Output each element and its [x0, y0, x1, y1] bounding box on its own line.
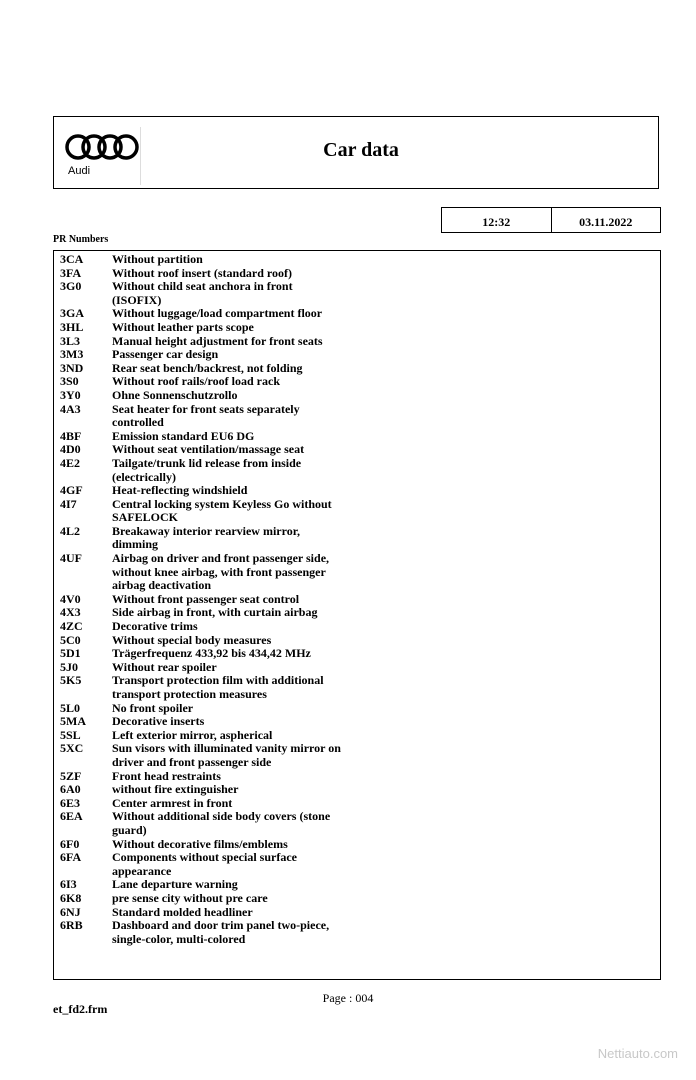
pr-code: 6FA [60, 850, 82, 865]
pr-code: 3ND [60, 360, 84, 375]
list-item [54, 878, 660, 892]
pr-code: 6F0 [60, 836, 80, 851]
pr-description: Dashboard and door trim panel two-piece, single-color, multi-colored [112, 918, 330, 946]
list-item [54, 783, 660, 797]
pr-code: 3FA [60, 265, 82, 280]
list-item [54, 797, 660, 811]
pr-code: 5L0 [60, 700, 81, 715]
pr-code: 4V0 [60, 591, 81, 606]
pr-description: Side airbag in front, with curtain airbag [112, 605, 318, 620]
list-item [54, 810, 660, 837]
pr-description: Standard molded headliner [112, 904, 253, 919]
time: 12:32 [482, 215, 511, 229]
form-name: et_fd2.frm [53, 1002, 108, 1016]
pr-code: 5MA [60, 714, 86, 729]
time-date-box [441, 207, 661, 233]
pr-code: 4D0 [60, 442, 81, 457]
pr-code: 3HL [60, 319, 84, 334]
pr-code: 4E2 [60, 455, 81, 470]
list-item [54, 647, 660, 661]
pr-code: 5XC [60, 741, 84, 756]
pr-description: Without additional side body covers (stone guard) [112, 809, 331, 837]
pr-code: 3M3 [60, 347, 84, 362]
pr-code: 4UF [60, 551, 82, 566]
pr-code: 6EA [60, 809, 83, 824]
list-item [54, 348, 660, 362]
list-item [54, 702, 660, 716]
pr-description: Breakaway interior rearview mirror, dimming [112, 523, 300, 552]
pr-description: Tailgate/trunk lid release from inside (electrically) [112, 455, 302, 484]
list-item [54, 593, 660, 607]
pr-description: Without child seat anchora in front (ISOFIX) [112, 279, 293, 307]
pr-code: 6E3 [60, 795, 81, 810]
pr-code: 4L2 [60, 523, 81, 538]
pr-code: 4X3 [60, 605, 81, 620]
pr-code: 3Y0 [60, 387, 81, 402]
list-item [54, 403, 660, 430]
pr-code: 6K8 [60, 890, 82, 905]
list-item [54, 498, 660, 525]
pr-description: Airbag on driver and front passenger side, without knee airbag, with front passenger airbag deactivation [112, 551, 330, 593]
header-box [53, 116, 659, 189]
pr-description: without fire extinguisher [112, 782, 239, 797]
pr-description: Without special body measures [112, 632, 272, 647]
pr-description: Front head restraints [112, 768, 221, 783]
pr-code: 5C0 [60, 632, 81, 647]
pr-code: 4A3 [60, 401, 81, 416]
list-item [54, 838, 660, 852]
pr-code: 3GA [60, 306, 84, 321]
pr-code: 3G0 [60, 279, 82, 294]
pr-code: 5ZF [60, 768, 82, 783]
pr-code: 6A0 [60, 782, 81, 797]
pr-code: 4ZC [60, 619, 83, 634]
page-number: Page : 004 [322, 991, 374, 1005]
logo-text: Audi [68, 165, 91, 177]
pr-description: Rear seat bench/backrest, not folding [112, 360, 303, 375]
list-item [54, 280, 660, 307]
list-item [54, 906, 660, 920]
list-item [54, 525, 660, 552]
pr-code: 5J0 [60, 659, 78, 674]
pr-description: Ohne Sonnenschutzrollo [112, 387, 238, 402]
list-item [54, 430, 660, 444]
pr-numbers-list [53, 250, 661, 980]
pr-description: Without roof rails/roof load rack [112, 374, 280, 389]
pr-code: 5D1 [60, 646, 81, 661]
pr-code: 5SL [60, 727, 81, 742]
pr-description: pre sense city without pre care [112, 890, 268, 905]
pr-code: 4I7 [60, 496, 77, 511]
list-item [54, 674, 660, 701]
pr-code: 6I3 [60, 877, 77, 892]
watermark: Nettiauto.com [597, 1046, 678, 1061]
pr-description: Without luggage/load compartment floor [112, 306, 323, 321]
pr-code: 6NJ [60, 904, 81, 919]
pr-description: Components without special surface appearance [112, 850, 297, 878]
list-item [54, 715, 660, 729]
list-item [54, 770, 660, 784]
pr-description: Lane departure warning [112, 877, 238, 892]
pr-description: Seat heater for front seats separately controlled [112, 401, 300, 430]
list-item [54, 552, 660, 593]
list-item [54, 335, 660, 349]
list-item [54, 851, 660, 878]
list-item [54, 919, 660, 946]
list-item [54, 321, 660, 335]
list-item [54, 389, 660, 403]
pr-description: Sun visors with illuminated vanity mirror on driver and front passenger side [112, 741, 341, 769]
list-item [54, 606, 660, 620]
pr-code: 4GF [60, 483, 83, 498]
pr-description: Without front passenger seat control [112, 591, 300, 606]
list-item [54, 620, 660, 634]
pr-code: 3S0 [60, 374, 79, 389]
pr-description: No front spoiler [112, 700, 194, 715]
pr-code: 3L3 [60, 333, 81, 348]
list-item [54, 742, 660, 769]
pr-description: Without seat ventilation/massage seat [112, 442, 305, 457]
pr-description: Center armrest in front [112, 795, 233, 810]
pr-description: Transport protection film with additional transport protection measures [112, 673, 324, 701]
pr-description: Without roof insert (standard roof) [112, 265, 292, 280]
page-title: Car data [323, 139, 399, 161]
list-item [54, 729, 660, 743]
pr-description: Manual height adjustment for front seats [112, 333, 323, 348]
date: 03.11.2022 [551, 208, 661, 232]
list-item [54, 484, 660, 498]
list-item [54, 375, 660, 389]
pr-description: Left exterior mirror, aspherical [112, 727, 273, 742]
list-item [54, 253, 660, 267]
pr-code: 3CA [60, 252, 84, 266]
list-item [54, 362, 660, 376]
pr-description: Trägerfrequenz 433,92 bis 434,42 MHz [112, 646, 311, 661]
list-item [54, 267, 660, 281]
list-item [54, 443, 660, 457]
section-label: PR Numbers [53, 234, 109, 245]
list-item [54, 307, 660, 321]
pr-description: Decorative inserts [112, 714, 205, 729]
pr-description: Emission standard EU6 DG [112, 428, 255, 443]
list-item [54, 892, 660, 906]
pr-description: Heat-reflecting windshield [112, 483, 248, 498]
pr-description: Passenger car design [112, 347, 219, 362]
pr-description: Without partition [112, 252, 203, 266]
pr-description: Central locking system Keyless Go without SAFELOCK [112, 496, 332, 525]
list-item [54, 634, 660, 648]
list-item [54, 457, 660, 484]
pr-description: Without rear spoiler [112, 659, 217, 674]
pr-code: 5K5 [60, 673, 82, 688]
pr-code: 4BF [60, 428, 82, 443]
list-item [54, 661, 660, 675]
pr-code: 6RB [60, 918, 83, 933]
pr-description: Decorative trims [112, 619, 198, 634]
pr-description: Without decorative films/emblems [112, 836, 288, 851]
pr-description: Without leather parts scope [112, 319, 254, 334]
